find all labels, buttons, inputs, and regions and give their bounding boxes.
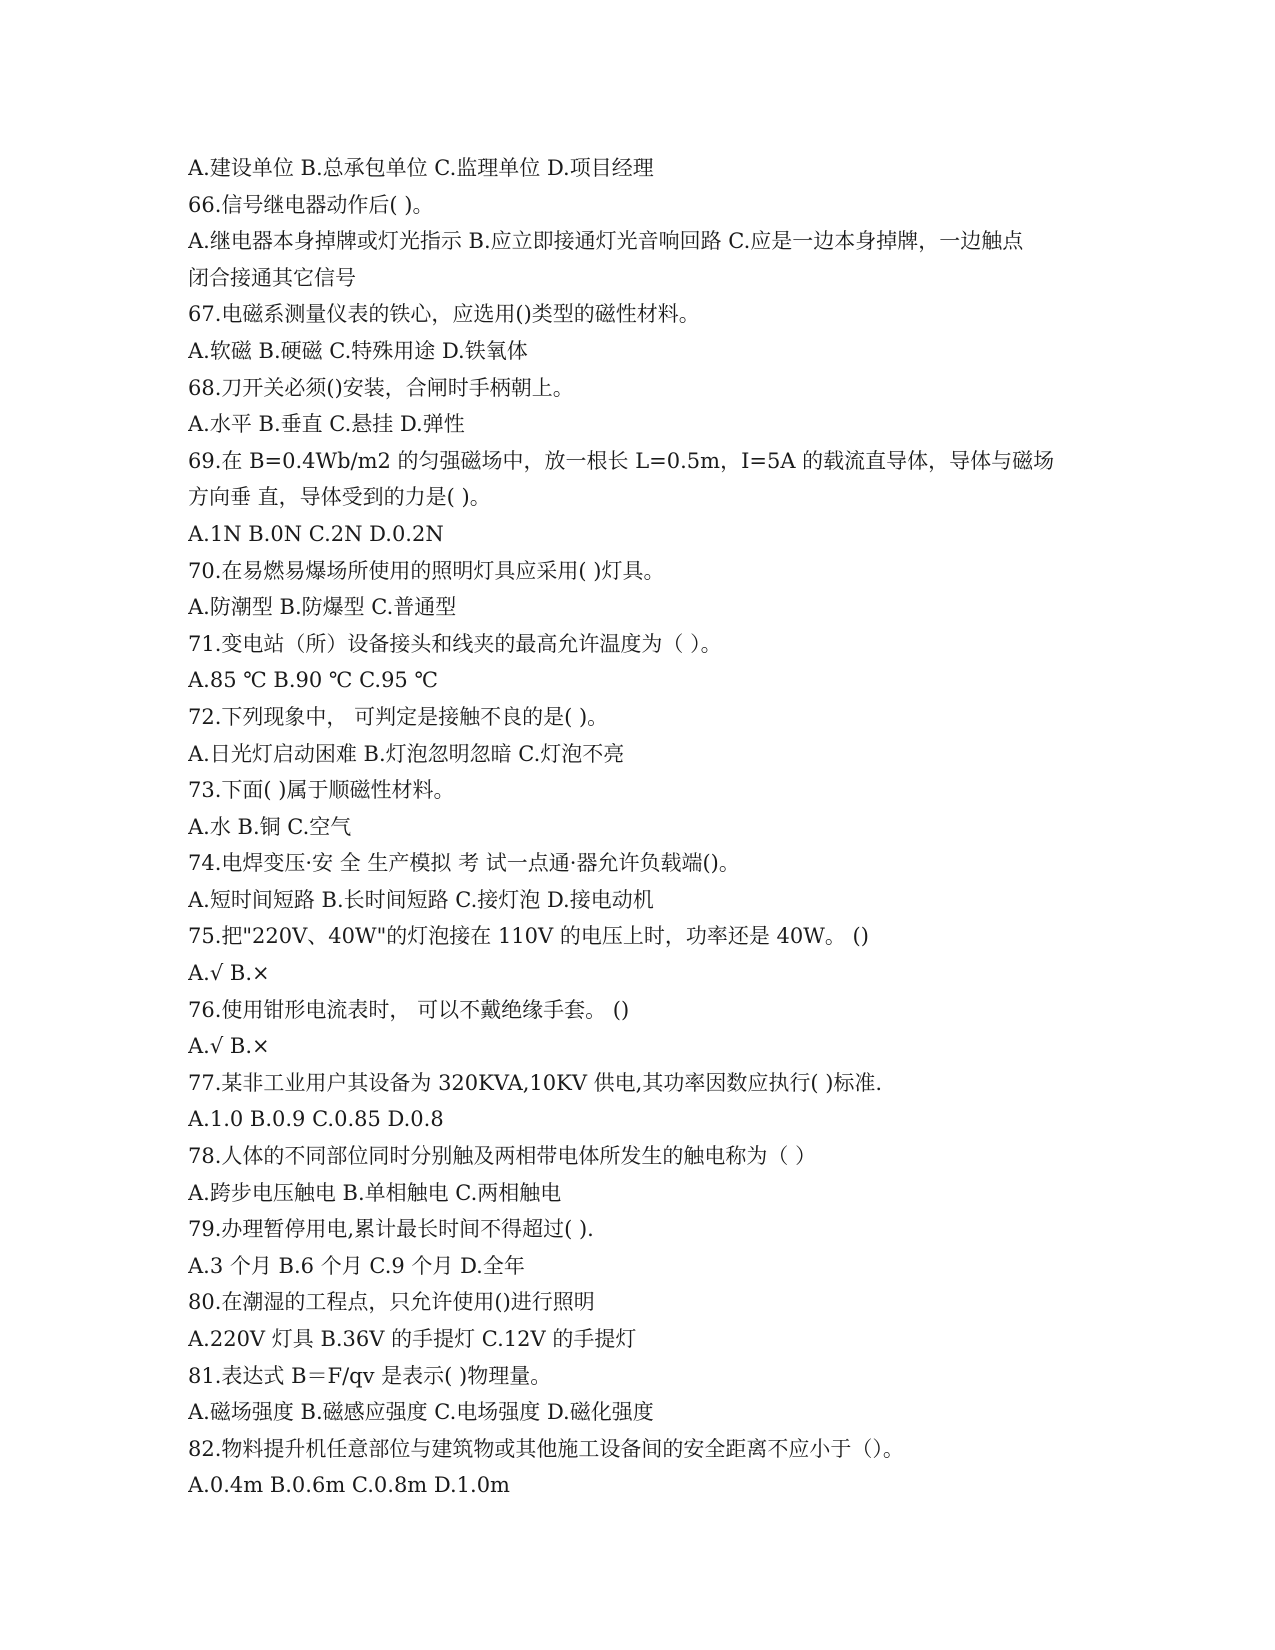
option-line: A.√ B.× xyxy=(188,1034,270,1059)
option-line: A.水平 B.垂直 C.悬挂 D.弹性 xyxy=(188,412,465,437)
option-line: A.建设单位 B.总承包单位 C.监理单位 D.项目经理 xyxy=(188,156,654,180)
question-line: 69.在 B=0.4Wb/m2 的匀强磁场中，放一根长 L=0.5m，I=5A 的载流直导体，导体与磁场 xyxy=(188,448,1055,473)
option-line: A.0.4m B.0.6m C.0.8m D.1.0m xyxy=(188,1473,510,1498)
option-line: A.短时间短路 B.长时间短路 C.接灯泡 D.接电动机 xyxy=(188,887,654,912)
option-line: A.防潮型 B.防爆型 C.普通型 xyxy=(188,595,457,620)
option-line: A.1.0 B.0.9 C.0.85 D.0.8 xyxy=(188,1107,444,1132)
option-line-continued: 闭合接通其它信号 xyxy=(188,265,356,290)
option-line: A.继电器本身掉牌或灯光指示 B.应立即接通灯光音响回路 C.应是一边本身掉牌，一边触点 xyxy=(188,229,1024,254)
option-line: A.跨步电压触电 B.单相触电 C.两相触电 xyxy=(188,1180,562,1205)
question-line: 73.下面( )属于顺磁性材料。 xyxy=(188,778,455,803)
question-line: 80.在潮湿的工程点，只允许使用()进行照明 xyxy=(188,1290,595,1315)
option-line: A.3 个月 B.6 个月 C.9 个月 D.全年 xyxy=(188,1253,525,1278)
question-line: 67.电磁系测量仪表的铁心，应选用()类型的磁性材料。 xyxy=(188,302,700,327)
question-line: 66.信号继电器动作后( )。 xyxy=(188,192,434,217)
question-line: 77.某非工业用户其设备为 320KVA,10KV 供电,其功率因数应执行( )标准. xyxy=(188,1070,883,1095)
question-line: 70.在易燃易爆场所使用的照明灯具应采用( )灯具。 xyxy=(188,558,665,583)
question-line: 71.变电站（所）设备接头和线夹的最高允许温度为（ ）。 xyxy=(188,631,722,656)
option-line: A.日光灯启动困难 B.灯泡忽明忽暗 C.灯泡不亮 xyxy=(188,741,625,766)
question-line: 82.物料提升机任意部位与建筑物或其他施工设备间的安全距离不应小于（）。 xyxy=(188,1436,904,1461)
question-line: 78.人体的不同部位同时分别触及两相带电体所发生的触电称为（ ） xyxy=(188,1144,817,1169)
option-line: A.水 B.铜 C.空气 xyxy=(188,814,352,839)
option-line: A.85 ℃ B.90 ℃ C.95 ℃ xyxy=(188,668,438,693)
document-body xyxy=(188,150,1088,1504)
question-line: 72.下列现象中， 可判定是接触不良的是( )。 xyxy=(188,704,609,729)
option-line: A.软磁 B.硬磁 C.特殊用途 D.铁氧体 xyxy=(188,338,528,363)
question-line: 74.电焊变压·安 全 生产模拟 考 试一点通·器允许负载端()。 xyxy=(188,851,740,876)
option-line: A.磁场强度 B.磁感应强度 C.电场强度 D.磁化强度 xyxy=(188,1400,654,1425)
question-line-continued: 方向垂 直，导体受到的力是( )。 xyxy=(188,485,491,510)
option-line: A.220V 灯具 B.36V 的手提灯 C.12V 的手提灯 xyxy=(188,1327,637,1351)
question-line: 79.办理暂停用电,累计最长时间不得超过( ). xyxy=(188,1217,594,1242)
question-line: 75.把"220V、40W"的灯泡接在 110V 的电压上时，功率还是 40W。 () xyxy=(188,924,869,949)
question-line: 81.表达式 B＝F/qv 是表示( )物理量。 xyxy=(188,1363,552,1388)
option-line: A.1N B.0N C.2N D.0.2N xyxy=(188,521,444,546)
question-line: 68.刀开关必须()安装，合闸时手柄朝上。 xyxy=(188,375,574,400)
question-line: 76.使用钳形电流表时， 可以不戴绝缘手套。 () xyxy=(188,997,630,1022)
option-line: A.√ B.× xyxy=(188,961,270,986)
